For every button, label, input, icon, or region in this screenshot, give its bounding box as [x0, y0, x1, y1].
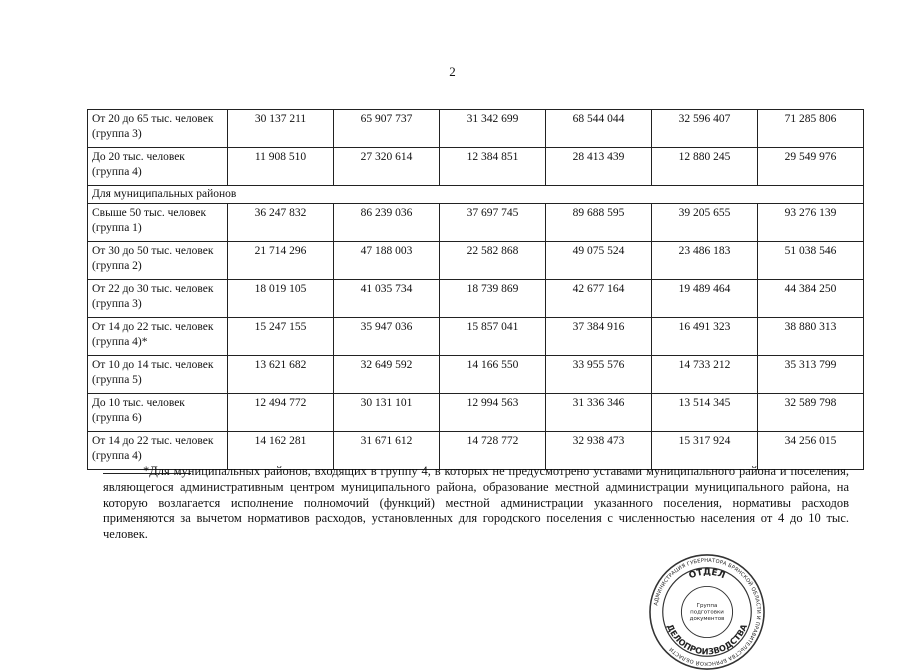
value-cell: 34 256 015	[758, 432, 864, 470]
row-label: До 10 тыс. человек (группа 6)	[88, 394, 228, 432]
row-label: От 22 до 30 тыс. человек (группа 3)	[88, 280, 228, 318]
value-cell: 12 494 772	[228, 394, 334, 432]
value-cell: 14 733 212	[652, 356, 758, 394]
row-label: От 14 до 22 тыс. человек (группа 4)	[88, 432, 228, 470]
value-cell: 51 038 546	[758, 242, 864, 280]
value-cell: 13 621 682	[228, 356, 334, 394]
value-cell: 89 688 595	[546, 204, 652, 242]
value-cell: 21 714 296	[228, 242, 334, 280]
value-cell: 12 994 563	[440, 394, 546, 432]
value-cell: 12 880 245	[652, 148, 758, 186]
value-cell: 35 947 036	[334, 318, 440, 356]
value-cell: 68 544 044	[546, 110, 652, 148]
value-cell: 31 342 699	[440, 110, 546, 148]
value-cell: 35 313 799	[758, 356, 864, 394]
seal-center-line: документов	[689, 616, 725, 623]
seal-dept-top: ОТДЕЛ	[687, 567, 727, 582]
seal-center-text	[690, 603, 725, 622]
value-cell: 41 035 734	[334, 280, 440, 318]
value-cell: 65 907 737	[334, 110, 440, 148]
table-row	[88, 110, 864, 148]
table-row	[88, 318, 864, 356]
value-cell: 18 019 105	[228, 280, 334, 318]
value-cell: 19 489 464	[652, 280, 758, 318]
value-cell: 28 413 439	[546, 148, 652, 186]
value-cell: 32 589 798	[758, 394, 864, 432]
value-cell: 37 384 916	[546, 318, 652, 356]
section-heading: Для муниципальных районов	[88, 186, 864, 204]
seal-dept-bottom: ДЕЛОПРОИЗВОДСТВА	[665, 622, 749, 657]
row-label: До 20 тыс. человек (группа 4)	[88, 148, 228, 186]
value-cell: 11 908 510	[228, 148, 334, 186]
value-cell: 27 320 614	[334, 148, 440, 186]
value-cell: 14 728 772	[440, 432, 546, 470]
value-cell: 14 162 281	[228, 432, 334, 470]
value-cell: 30 131 101	[334, 394, 440, 432]
seal-center-line: Группа	[696, 603, 718, 610]
value-cell: 32 596 407	[652, 110, 758, 148]
table-row	[88, 280, 864, 318]
value-cell: 15 317 924	[652, 432, 758, 470]
value-cell: 29 549 976	[758, 148, 864, 186]
value-cell: 49 075 524	[546, 242, 652, 280]
table-row	[88, 204, 864, 242]
norms-table	[87, 109, 864, 470]
page-number: 2	[449, 64, 456, 79]
row-label: Свыше 50 тыс. человек (группа 1)	[88, 204, 228, 242]
section-row	[88, 186, 864, 204]
value-cell: 38 880 313	[758, 318, 864, 356]
table-row	[88, 242, 864, 280]
value-cell: 18 739 869	[440, 280, 546, 318]
value-cell: 39 205 655	[652, 204, 758, 242]
value-cell: 47 188 003	[334, 242, 440, 280]
value-cell: 23 486 183	[652, 242, 758, 280]
value-cell: 13 514 345	[652, 394, 758, 432]
table-row	[88, 356, 864, 394]
value-cell: 86 239 036	[334, 204, 440, 242]
seal-ring-text: АДМИНИСТРАЦИЯ ГУБЕРНАТОРА БРЯНСКОЙ ОБЛАСТИ И ПРАВИТЕЛЬСТВА БРЯНСКОЙ ОБЛАСТИ	[653, 557, 762, 667]
row-label: От 10 до 14 тыс. человек (группа 5)	[88, 356, 228, 394]
value-cell: 37 697 745	[440, 204, 546, 242]
value-cell: 33 955 576	[546, 356, 652, 394]
row-label: От 14 до 22 тыс. человек (группа 4)*	[88, 318, 228, 356]
row-label: От 30 до 50 тыс. человек (группа 2)	[88, 242, 228, 280]
value-cell: 32 649 592	[334, 356, 440, 394]
value-cell: 93 276 139	[758, 204, 864, 242]
value-cell: 15 857 041	[440, 318, 546, 356]
row-label: От 20 до 65 тыс. человек (группа 3)	[88, 110, 228, 148]
value-cell: 42 677 164	[546, 280, 652, 318]
value-cell: 14 166 550	[440, 356, 546, 394]
value-cell: 32 938 473	[546, 432, 652, 470]
table-row	[88, 394, 864, 432]
value-cell: 36 247 832	[228, 204, 334, 242]
value-cell: 15 247 155	[228, 318, 334, 356]
value-cell: 16 491 323	[652, 318, 758, 356]
department-seal	[648, 553, 766, 671]
value-cell: 31 336 346	[546, 394, 652, 432]
value-cell: 31 671 612	[334, 432, 440, 470]
seal-center-line: подготовки	[690, 609, 724, 616]
value-cell: 71 285 806	[758, 110, 864, 148]
table-row	[88, 148, 864, 186]
value-cell: 44 384 250	[758, 280, 864, 318]
value-cell: 12 384 851	[440, 148, 546, 186]
value-cell: 22 582 868	[440, 242, 546, 280]
footnote: *Для муниципальных районов, входящих в группу 4, в которых не предусмотрено уставами муниципального района и поселения, являющегося административным центром муниципального района, образование местной администрации муниципального района, на которую возлагается исполнение полномочий (функций) местной администрации указанного поселения, нормативы расходов применяются за вычетом нормативов расходов, установленных для городского поселения с численностью населения от 4 до 10 тыс. человек.	[103, 464, 849, 542]
value-cell: 30 137 211	[228, 110, 334, 148]
